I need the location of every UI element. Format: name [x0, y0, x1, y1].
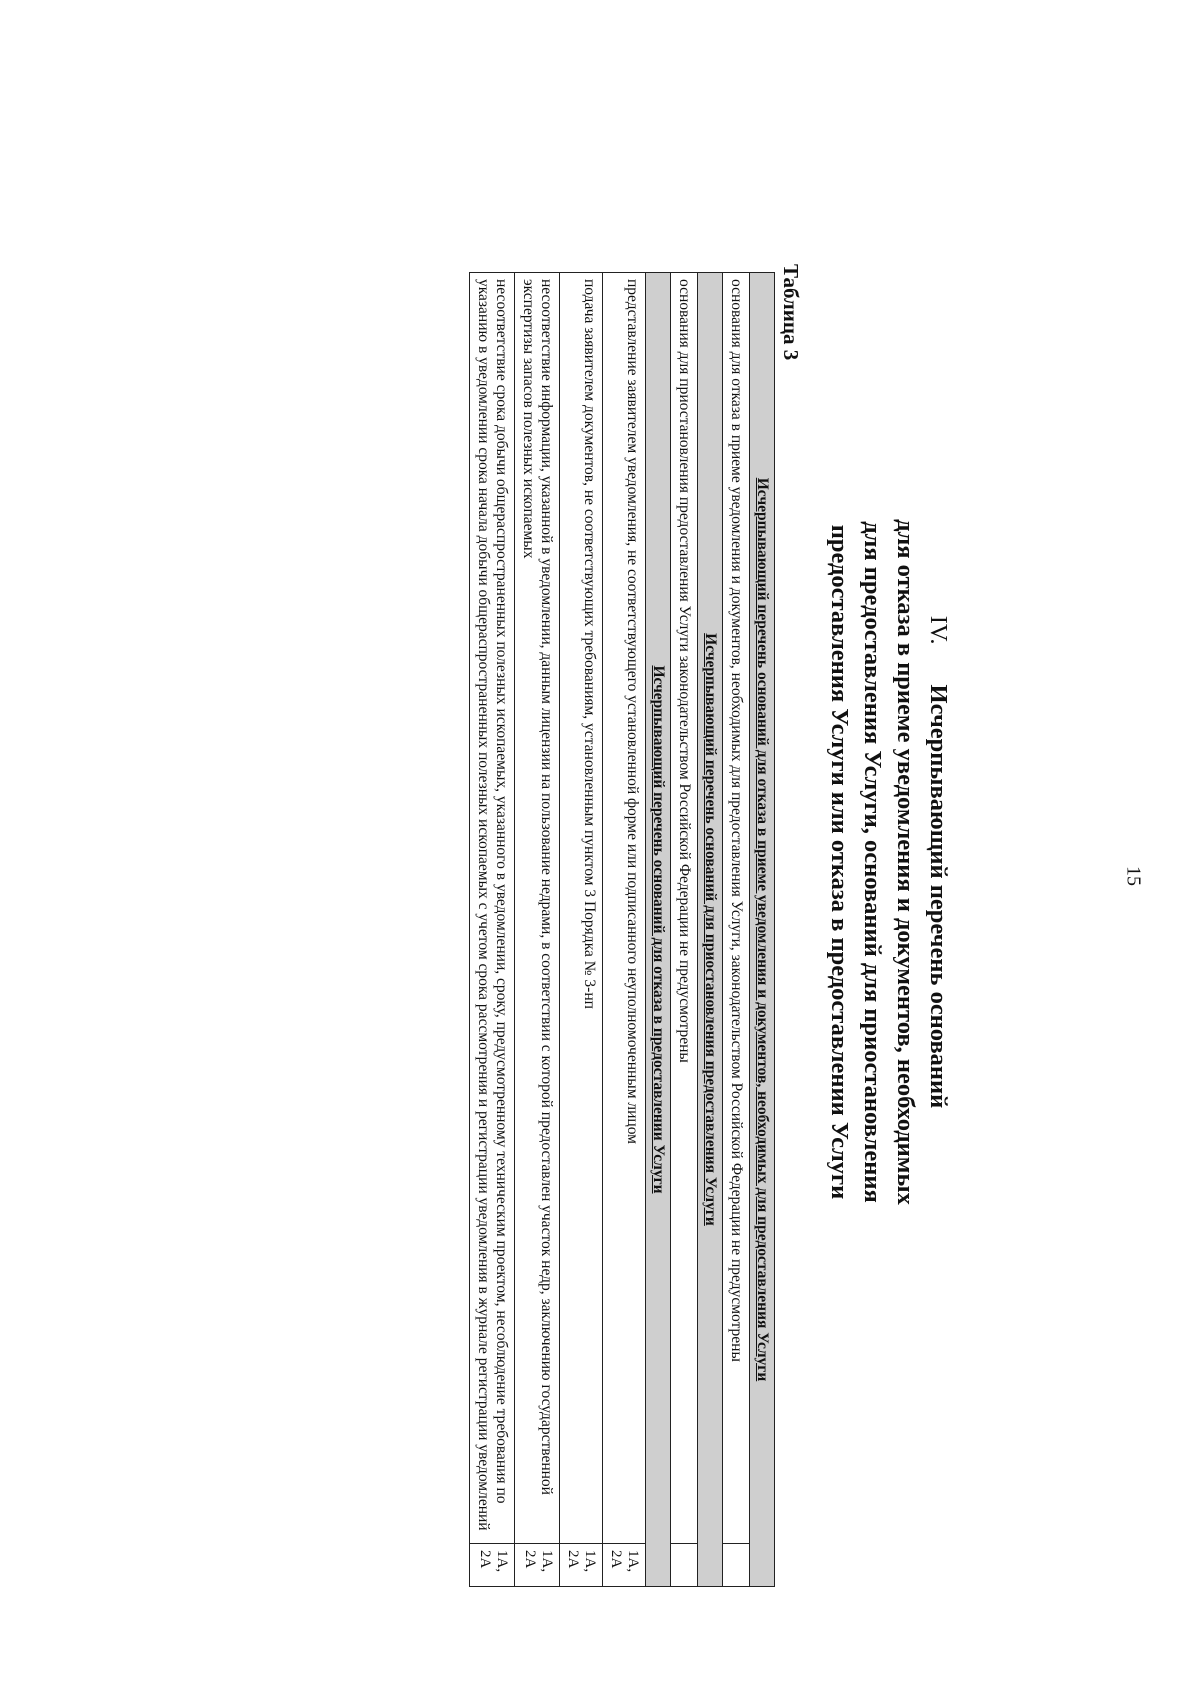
- row-code: 1А, 2А: [470, 1544, 515, 1587]
- row-code: [723, 1544, 750, 1587]
- row-text: представление заявителем уведомления, не соответствующего установленной форме или подписанного неуполномоченным лицом: [603, 273, 646, 1544]
- row-code: 1А, 2А: [603, 1544, 646, 1587]
- heading-line-2: для отказа в приеме уведомления и документов, необходимых: [892, 519, 919, 1205]
- heading-line-3: для предоставления Услуги, оснований для приостановления: [859, 521, 886, 1203]
- row-text: подача заявителем документов, не соответствующих требованиям, установленным пунктом 3 Порядка № 3-нп: [560, 273, 603, 1544]
- row-text: несоответствие информации, указанной в уведомлении, данным лицензии на пользование недрами, в соответствии с которой предоставлен участок недр, заключению государственной экспертизы запасов полезных ископаемых: [515, 273, 560, 1544]
- grounds-table: [469, 272, 775, 1587]
- table-row: [560, 273, 603, 1587]
- table-row: [723, 273, 750, 1587]
- table-caption: Таблица 3: [779, 264, 803, 361]
- group2-header: Исчерпывающий перечень оснований для приостановления предоставления Услуги: [698, 273, 723, 1587]
- table-group-header: [698, 273, 723, 1587]
- row-code: [671, 1544, 698, 1587]
- heading-line-1-text: Исчерпывающий перечень оснований: [925, 684, 952, 1109]
- row-text: основания для отказа в приеме уведомления и документов, необходимых для предоставления Услуги, законодательством Российской Федерации не предусмотрены: [723, 273, 750, 1544]
- group1-header: Исчерпывающий перечень оснований для отказа в приеме уведомления и документов, необходимых для предоставления Услуги: [750, 273, 775, 1587]
- table-group-header: [646, 273, 671, 1587]
- table-row: [603, 273, 646, 1587]
- table-group-header: [750, 273, 775, 1587]
- table-row: [515, 273, 560, 1587]
- row-text: несоответствие срока добычи общераспространенных полезных ископаемых, указанного в уведомлении, сроку, предусмотренному техническим проектом, несоблюдение требования по указанию в уведомлении срока начала добычи общераспространенных полезных ископаемых с учетом срока рассмотрения и регистрации уведомления в журнале регистрации уведомлений: [470, 273, 515, 1544]
- heading-line-4: предоставления Услуги или отказа в предоставлении Услуги: [826, 524, 853, 1200]
- table-row: [470, 273, 515, 1587]
- row-text: основания для приостановления предоставления Услуги законодательством Российской Федерации не предусмотрены: [671, 273, 698, 1544]
- row-code: 1А, 2А: [515, 1544, 560, 1587]
- section-numeral: IV.: [925, 615, 952, 645]
- row-code: 1А, 2А: [560, 1544, 603, 1587]
- group3-header: Исчерпывающий перечень оснований для отказа в предоставлении Услуги: [646, 273, 671, 1587]
- section-heading: [823, 112, 955, 1612]
- table-row: [671, 273, 698, 1587]
- heading-line-1: [922, 112, 955, 1612]
- rotated-page-content: [0, 112, 955, 1612]
- page-number: 15: [1122, 866, 1145, 886]
